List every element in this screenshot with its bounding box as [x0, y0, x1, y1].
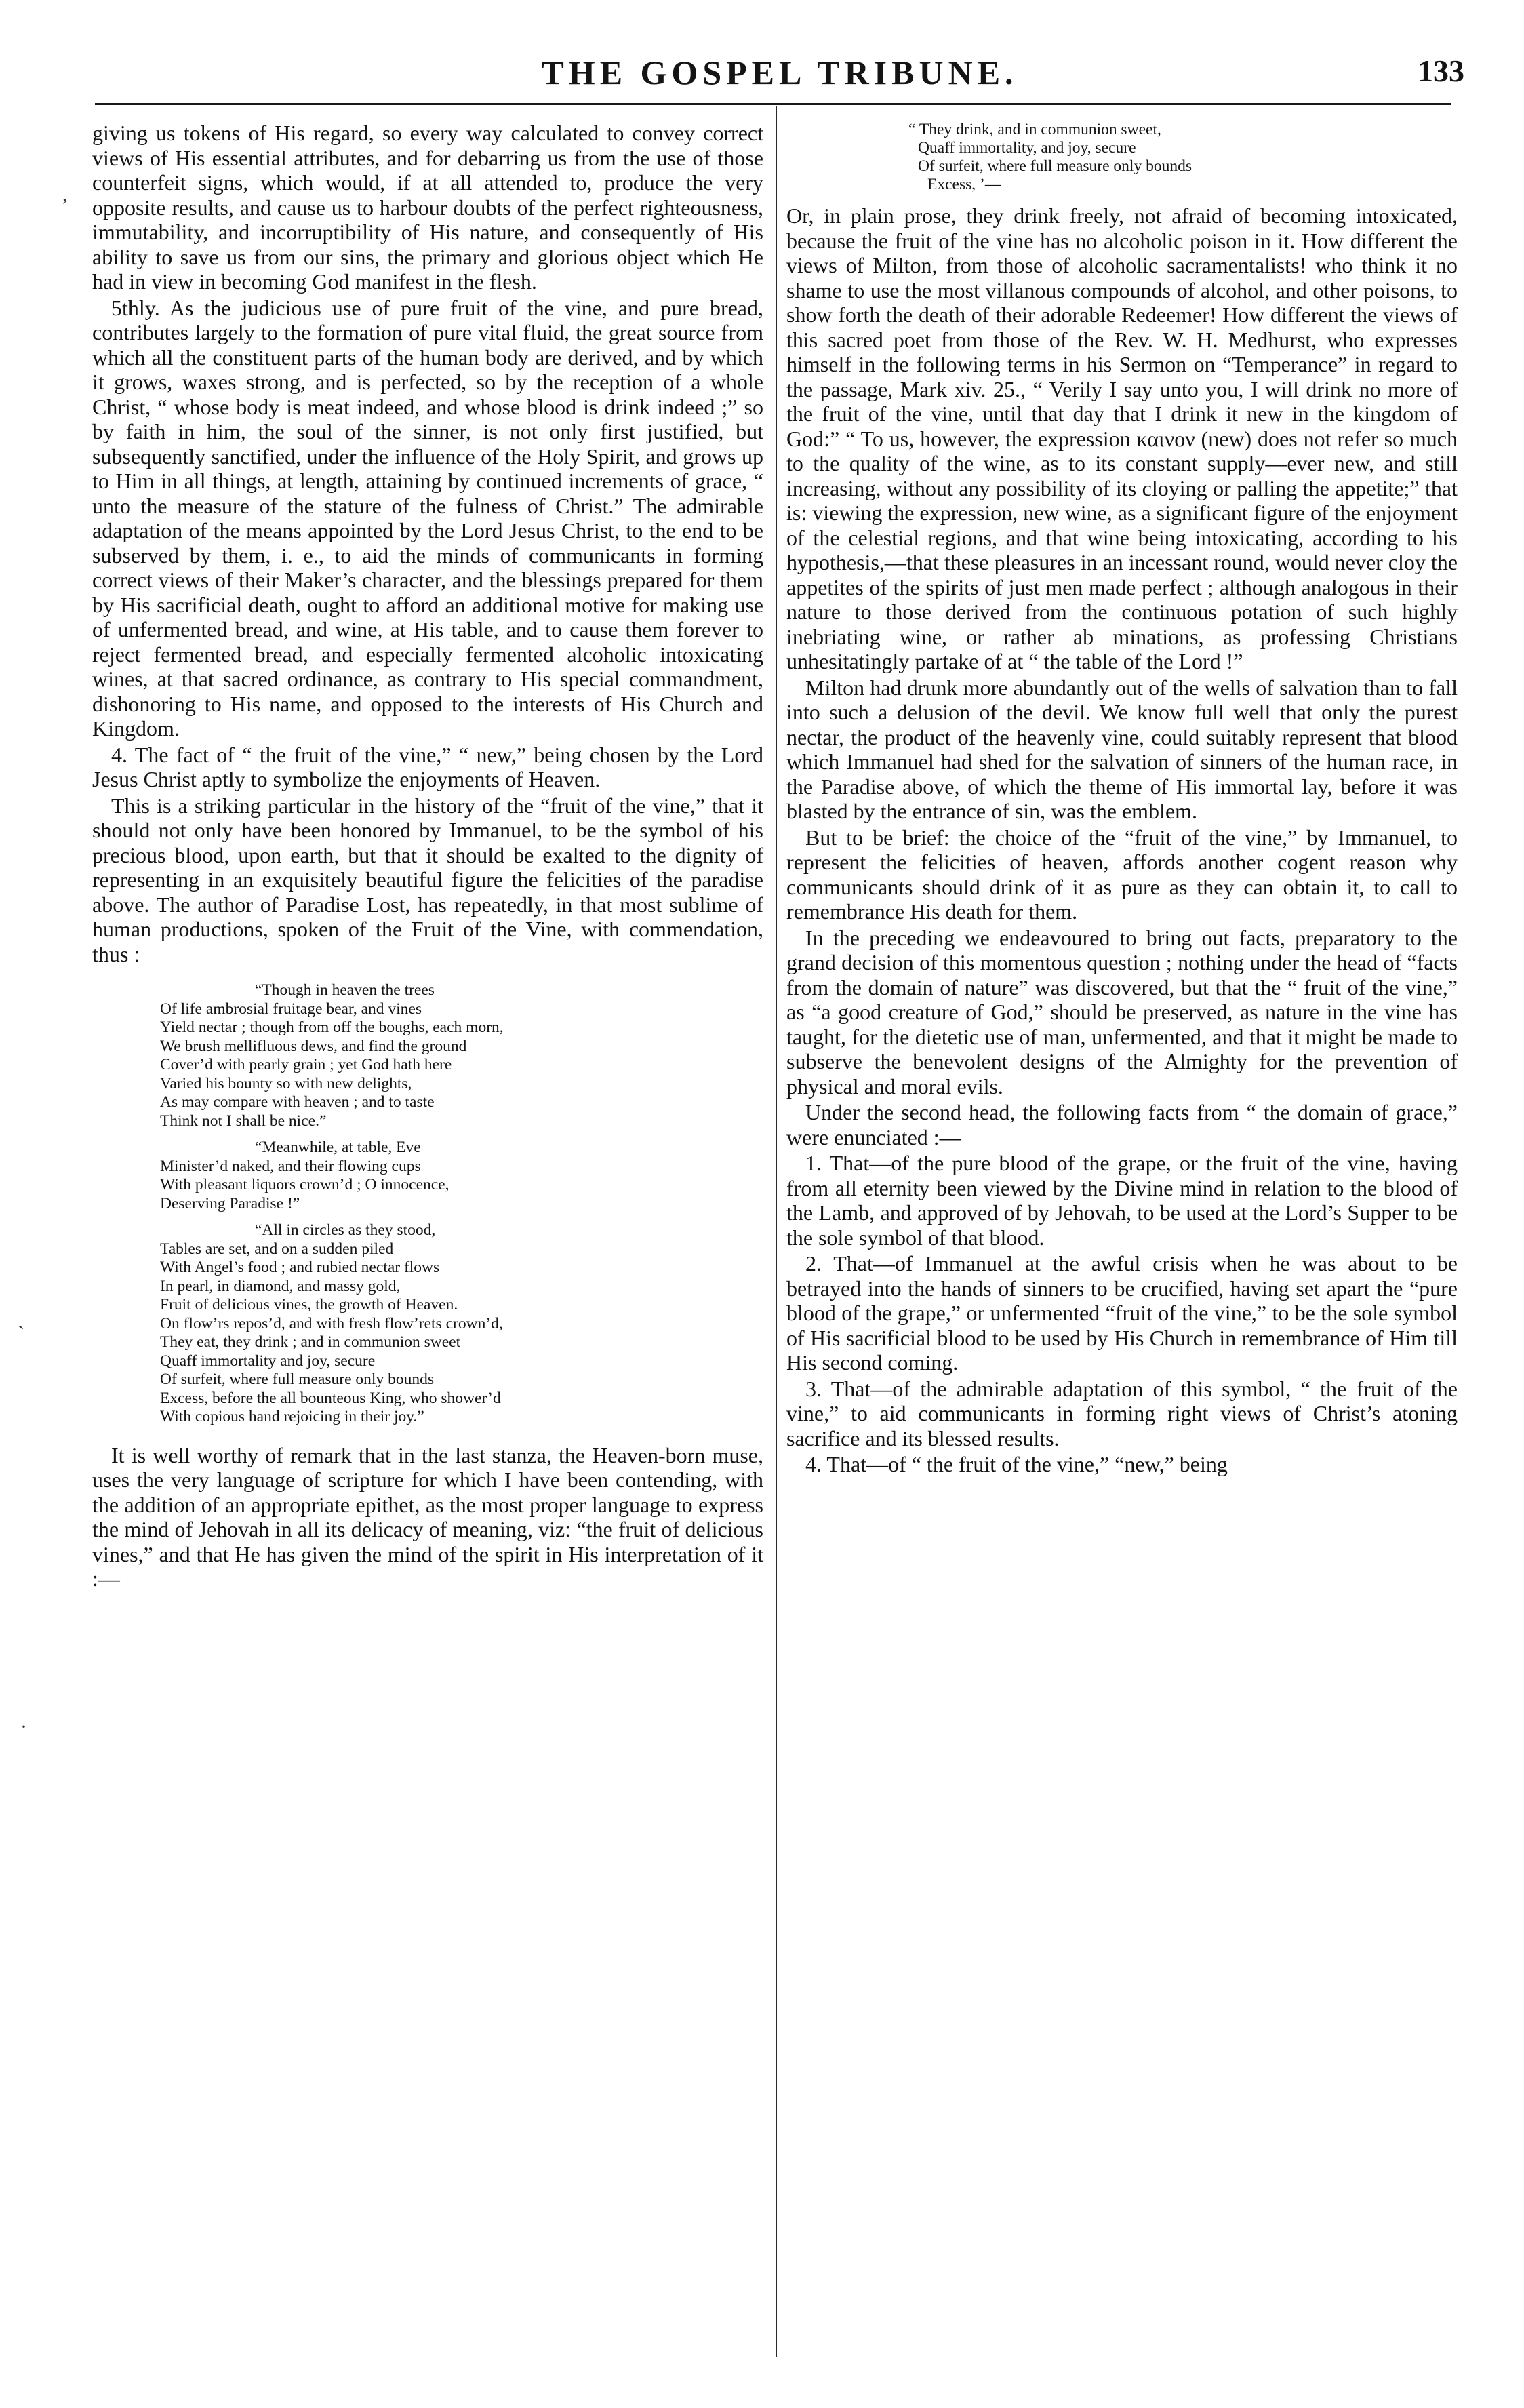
milton-quotation-repeat — [908, 121, 1458, 194]
poem-line: “Though in heaven the trees — [255, 981, 435, 999]
margin-mark: ` — [18, 1322, 24, 1345]
poem-line: We brush mellifluous dews, and find the ground — [160, 1037, 467, 1055]
poem-line: Of surfeit, where full measure only bounds — [918, 157, 1192, 175]
poem-line: Quaff immortality and joy, secure — [160, 1351, 376, 1370]
numbered-fact: 3. That—of the admirable adaptation of this symbol, “ the fruit of the vine,” to aid communicants in forming right views of Christ’s atoning sacrifice and its blessed results. — [786, 1376, 1458, 1450]
section-heading: 4. The fact of “ the fruit of the vine,” “ new,” being chosen by the Lord Jesus Christ aptly to symbolize the enjoyments of Heaven. — [92, 742, 763, 791]
poem-line: Of life ambrosial fruitage bear, and vines — [160, 1000, 422, 1018]
column-divider — [776, 106, 777, 2357]
poem-line: Of surfeit, where full measure only bounds — [160, 1370, 434, 1388]
poem-line: Excess, ’— — [927, 176, 1001, 193]
poem-line: With copious hand rejoicing in their joy.” — [160, 1408, 424, 1425]
poem-line: Think not I shall be nice.” — [160, 1111, 327, 1130]
poem-line: Excess, before the all bounteous King, who shower’d — [160, 1389, 501, 1407]
poem-line: With pleasant liquors crown’d ; O innocence, — [160, 1176, 449, 1193]
paragraph: 5thly. As the judicious use of pure fruit of the vine, and pure bread, contributes largely to the formation of pure vital fluid, the great source from which all the constituent parts of the human body are derived, and by which it grows, waxes strong, and is perfected, so by the reception of a whole Christ, “ whose body is meat indeed, and whose blood is drink indeed ;” so by faith in him, the soul of the sinner, is not only first justified, but subsequently sanctified, under the influence of the Holy Spirit, and grows up to Him in all things, at length, attaining by continued increments of grace, “ unto the measure of the stature of the fulness of Christ.” The admirable adaptation of the means appointed by the Lord Jesus Christ, to the end to be subserved by them, i. e., to aid the minds of communicants in forming correct views of their Maker’s character, and the blessings prepared for them by His sacrificial death, ought to afford an additional motive for making use of unfermented bread, and wine, at His table, and to cause them forever to reject fermented bread, and especially fermented alcoholic intoxicating wines, at that sacred ordinance, as contrary to His special commandment, dishonoring to His name, and opposed to the interests of His Church and Kingdom. — [92, 295, 763, 741]
paragraph: Milton had drunk more abundantly out of the wells of salvation than to fall into such a delusion of the devil. We know full well that only the purest nectar, the product of the heavenly vine, could suitably represent that blood which Immanuel had shed for the salvation of sinners of the human race, in the Paradise above, of which the theme of His immortal lay, before it was blasted by the entrance of sin, was the emblem. — [786, 675, 1458, 823]
poem-stanza — [160, 1139, 763, 1213]
paragraph: But to be brief: the choice of the “fruit of the vine,” by Immanuel, to represent the felicities of heaven, affords another cogent reason why communicants should drink of it as pure as they can obtain it, to call to remembrance His death for them. — [786, 825, 1458, 924]
page-header — [95, 50, 1464, 104]
paragraph: This is a striking particular in the history of the “fruit of the vine,” that it should not only have been honored by Immanuel, to be the symbol of his precious blood, upon earth, but that it should be exalted to the dignity of representing in an exquisitely beautiful figure the felicities of the paradise above. The author of Paradise Lost, has repeatedly, in that most sublime of human productions, spoken of the Fruit of the Vine, with commendation, thus : — [92, 793, 763, 966]
paragraph: giving us tokens of His regard, so every way calculated to convey correct views of His essential attributes, and for debarring us from the use of those counterfeit signs, which would, if at all attended to, produce the very opposite results, and cause us to harbour doubts of the perfect righteousness, immutability, and incorruptibility of His nature, and consequently of His ability to save us from our sins, the primary and glorious object which He had in view in becoming God manifest in the flesh. — [92, 121, 763, 294]
right-column — [786, 121, 1458, 1477]
paragraph: Or, in plain prose, they drink freely, not afraid of becoming intoxicated, because the fruit of the vine has no alcoholic poison in it. How different the views of Milton, from those of alcoholic sacramentalists! who think it no shame to use the most villanous compounds of alcohol, and other poisons, to show forth the death of their adorable Redeemer! How different the views of this sacred poet from those of the Rev. W. H. Medhurst, who expresses himself in the following terms in his Sermon on “Temperance” in regard to the passage, Mark xiv. 25., “ Verily I say unto you, I will drink no more of the fruit of the vine, until that day that I drink it new in the kingdom of God:” “ To us, however, the expression καινον (new) does not refer so much to the quality of the wine, as to its constant supply—ever new, and still increasing, without any possibility of its cloying or palling the appetite;” that is: viewing the expression, new wine, as a significant figure of the enjoyment of the celestial regions, and that wine being intoxicating, according to his hypothesis,—that these pleasures in an incessant round, would never cloy the appetites of the spirits of just men made perfect ; although analogous in their nature to those derived from the continuous potation of such highly inebriating wine, or rather ab minations, as professing Christians unhesitatingly partake of at “ the table of the Lord !” — [786, 203, 1458, 673]
poem-line: “Meanwhile, at table, Eve — [255, 1139, 421, 1156]
numbered-fact: 4. That—of “ the fruit of the vine,” “new,” being — [805, 1452, 1228, 1476]
poem-line: With Angel’s food ; and rubied nectar flows — [160, 1259, 440, 1276]
poem-line: Yield nectar ; though from off the boughs, each morn, — [160, 1019, 504, 1036]
page-number: 133 — [1418, 54, 1464, 88]
poem-line: Deserving Paradise !” — [160, 1194, 300, 1212]
paragraph: It is well worthy of remark that in the last stanza, the Heaven-born muse, uses the very language of scripture for which I have been contending, with the addition of an appropriate epithet, as the most proper language to express the mind of Jehovah in all its delicacy of meaning, viz: “the fruit of delicious vines,” and that He has given the mind of the spirit in His interpretation of it :— — [92, 1442, 763, 1591]
poem-line: Quaff immortality, and joy, secure — [918, 139, 1136, 157]
milton-quotation — [160, 981, 763, 1427]
numbered-fact: 2. That—of Immanuel at the awful crisis when he was about to be betrayed into the hands of sinners to be crucified, having set apart the “pure blood of the grape,” or unfermented “fruit of the vine,” to be the sole symbol of His sacrificial blood to be used by His Church in remembrance of Him till His second coming. — [786, 1251, 1458, 1375]
poem-line: Tables are set, and on a sudden piled — [160, 1240, 394, 1258]
poem-line: Varied his bounty so with new delights, — [160, 1074, 412, 1092]
paragraph: In the preceding we endeavoured to bring out facts, preparatory to the grand decision of this momentous question ; nothing under the head of “facts from the domain of nature” was discovered, but that the “ fruit of the vine,” as “a good creature of God,” should be preserved, as nature in the vine has taught, for the dietetic use of man, unfermented, and that it might be made to subserve the benevolent designs of the Almighty for the prevention of physical and moral evils. — [786, 925, 1458, 1099]
poem-stanza — [160, 981, 763, 1130]
poem-line: Cover’d with pearly grain ; yet God hath here — [160, 1056, 452, 1073]
poem-line: “ They drink, and in communion sweet, — [908, 121, 1161, 138]
running-title: THE GOSPEL TRIBUNE. — [541, 54, 1018, 92]
left-column — [92, 121, 763, 1592]
margin-mark: , — [62, 183, 68, 205]
header-rule — [95, 103, 1451, 105]
poem-line: As may compare with heaven ; and to taste — [160, 1093, 435, 1111]
paragraph: Under the second head, the following facts from “ the domain of grace,” were enunciated :— — [786, 1100, 1458, 1149]
poem-line: Minister’d naked, and their flowing cups — [160, 1157, 421, 1175]
poem-line: “All in circles as they stood, — [255, 1221, 436, 1239]
poem-line: In pearl, in diamond, and massy gold, — [160, 1277, 401, 1295]
poem-line: Fruit of delicious vines, the growth of Heaven. — [160, 1296, 458, 1314]
poem-stanza — [160, 1221, 763, 1427]
margin-mark: · — [20, 1716, 27, 1738]
numbered-fact: 1. That—of the pure blood of the grape, or the fruit of the vine, having from all eternity been viewed by the Divine mind in relation to the blood of the Lamb, and approved of by Jehovah, to be used at the Lord’s Supper to be the sole symbol of that blood. — [786, 1151, 1458, 1250]
poem-line: They eat, they drink ; and in communion sweet — [160, 1333, 461, 1351]
poem-line: On flow’rs repos’d, and with fresh flow’rets crown’d, — [160, 1314, 503, 1333]
